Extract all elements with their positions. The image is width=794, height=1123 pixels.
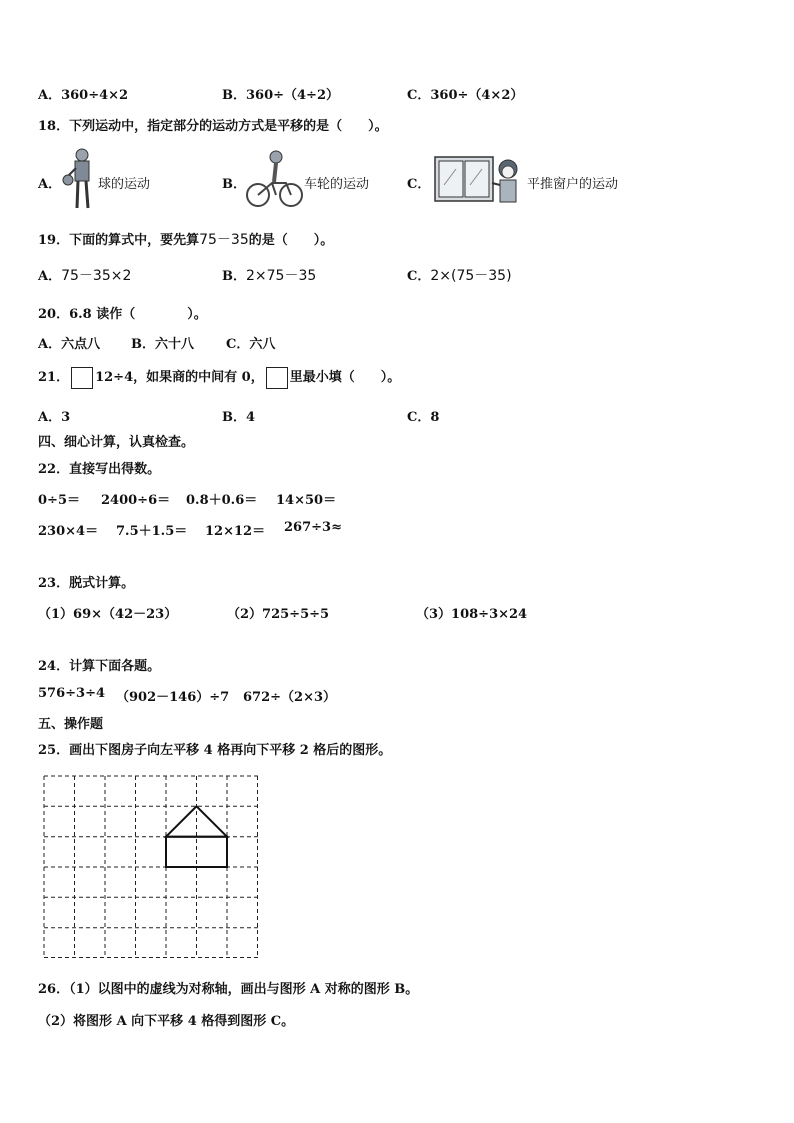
q21-blank-box-2	[266, 367, 288, 389]
q21-option-c: C．8	[407, 410, 440, 425]
q22-r2-c1: 230×4＝	[38, 524, 99, 539]
q18-option-c-text: 平推窗户的运动	[527, 177, 619, 192]
q24-item-3: 672÷（2×3）	[243, 690, 337, 705]
q19-option-a	[38, 265, 131, 285]
cyclist-illustration	[246, 150, 304, 210]
q26-part-2: （2）将图形 A 向下平移 4 格得到图形 C。	[38, 1014, 295, 1029]
q17-option-c: C．360÷（4×2）	[407, 88, 524, 103]
q21-option-b: B．4	[222, 410, 256, 425]
q19-stem-prefix: 19．下面的算式中，要先算	[38, 233, 200, 248]
q20-option-a: A．六点八	[38, 337, 101, 352]
q19-option-b-label: B．	[222, 269, 246, 284]
q21-number: 21．	[38, 370, 70, 385]
q22-stem: 22．直接写出得数。	[38, 462, 161, 477]
q22-r2-c2: 7.5＋1.5＝	[116, 524, 188, 539]
q25-stem: 25．画出下图房子向左平移 4 格再向下平移 2 格后的图形。	[38, 743, 392, 758]
house-shape	[166, 806, 227, 867]
q17-option-b: B．360÷（4÷2）	[222, 88, 340, 103]
q18-option-b-text: 车轮的运动	[304, 177, 370, 192]
q19-option-a-expression: 75－35×2	[61, 268, 132, 284]
q18-stem: 18．下列运动中，指定部分的运动方式是平移的是（ ）。	[38, 119, 388, 134]
section-5-heading: 五、操作题	[38, 717, 104, 732]
q18-option-a-label: A．	[38, 177, 62, 192]
q19-stem	[38, 229, 333, 249]
q19-option-b-expression: 2×75－35	[246, 268, 317, 284]
q21-blank-box	[71, 367, 93, 389]
q18-option-a-text: 球的运动	[98, 177, 151, 192]
q24-item-1: 576÷3÷4	[38, 686, 106, 701]
q22-r1-c2: 2400÷6＝	[101, 493, 171, 508]
q26-part-1: 26．（1）以图中的虚线为对称轴，画出与图形 A 对称的图形 B。	[38, 982, 419, 997]
q19-stem-expression: 75－35	[199, 232, 249, 248]
q19-option-c-expression: 2×(75－35)	[430, 268, 512, 284]
q20-option-b: B．六十八	[131, 337, 194, 352]
q19-option-b	[222, 265, 316, 285]
q23-stem: 23．脱式计算。	[38, 576, 135, 591]
q22-r1-c3: 0.8＋0.6＝	[186, 493, 258, 508]
q24-item-2: （902－146）÷7	[116, 690, 230, 705]
q20-stem: 20．6.8 读作（ ）。	[38, 307, 207, 322]
q22-r1-c4: 14×50＝	[276, 493, 337, 508]
window-boy-illustration	[434, 155, 526, 205]
q25-grid-figure	[44, 776, 258, 958]
q18-option-b-label: B．	[222, 177, 246, 192]
q18-option-c-label: C．	[407, 177, 431, 192]
q19-option-c-label: C．	[407, 269, 431, 284]
q21-end-text: 里最小填（ ）。	[289, 370, 401, 385]
ball-player-illustration	[62, 148, 98, 212]
q19-stem-suffix: 的是（ ）。	[248, 233, 334, 248]
q20-option-c: C．六八	[226, 337, 276, 352]
q19-option-a-label: A．	[38, 269, 62, 284]
q24-stem: 24．计算下面各题。	[38, 659, 161, 674]
q21-option-a: A．3	[38, 410, 71, 425]
section-4-heading: 四、细心计算，认真检查。	[38, 435, 195, 450]
q21-middle-text: 12÷4，如果商的中间有 0，	[95, 370, 264, 385]
q23-item-1: （1）69×（42－23）	[38, 607, 178, 622]
q22-r2-c4: 267÷3≈	[284, 520, 342, 535]
q19-option-c	[407, 265, 512, 285]
q23-item-3: （3）108÷3×24	[416, 607, 528, 622]
q22-r1-c1: 0÷5＝	[38, 493, 80, 508]
q17-option-a: A．360÷4×2	[38, 88, 129, 103]
q22-r2-c3: 12×12＝	[205, 524, 266, 539]
q23-item-2: （2）725÷5÷5	[227, 607, 330, 622]
q21-stem	[38, 366, 400, 389]
